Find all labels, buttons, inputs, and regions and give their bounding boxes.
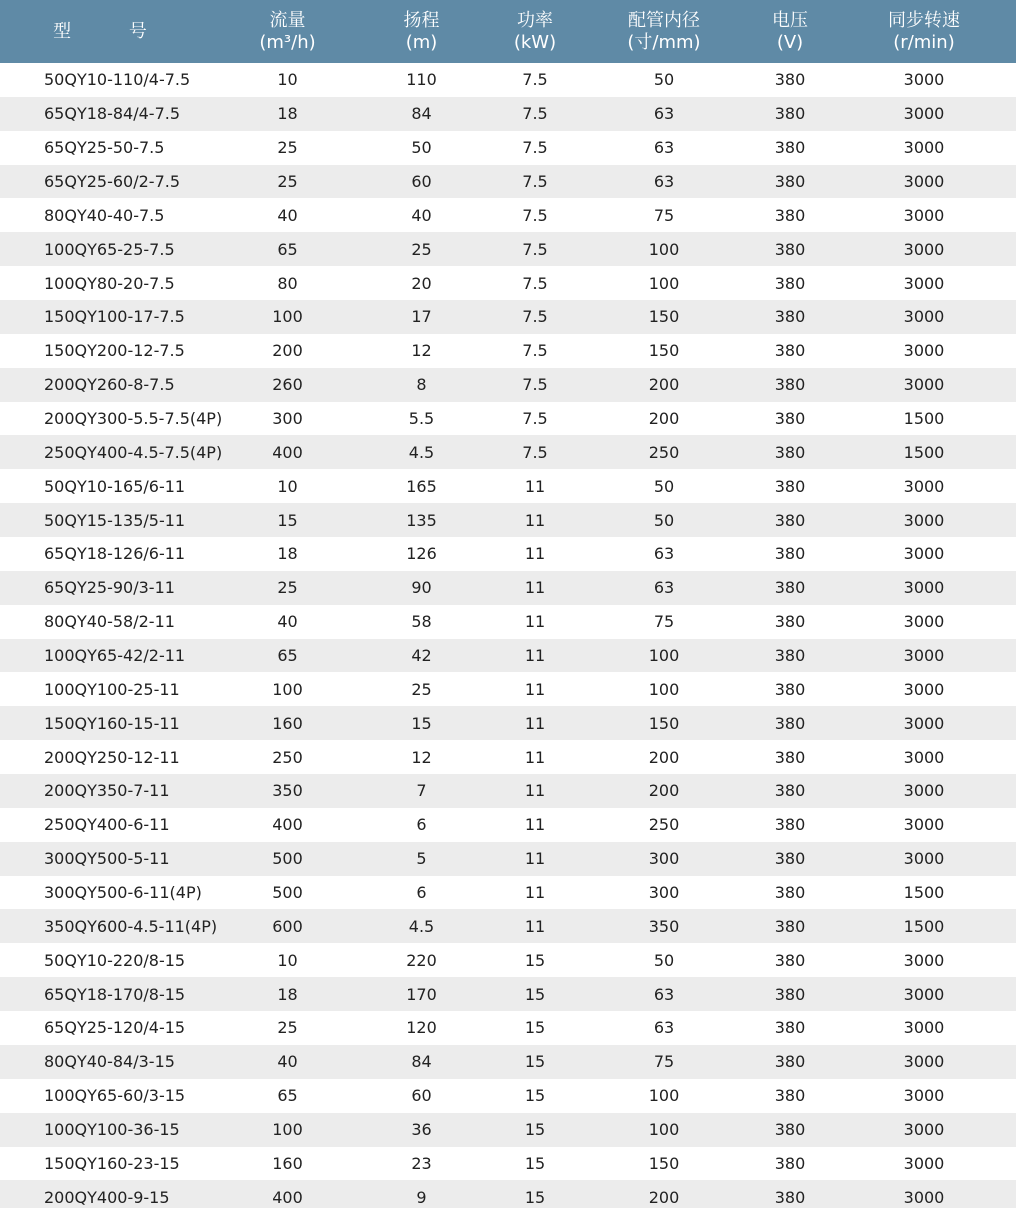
cell-voltage: 380 <box>774 578 806 598</box>
cell-flow: 500 <box>272 849 303 869</box>
cell-power: 7.5 <box>522 442 548 462</box>
cell-flow: 100 <box>272 1120 303 1140</box>
cell-model: 100QY100-25-11 <box>44 679 180 699</box>
cell-speed: 3000 <box>903 1120 945 1140</box>
cell-pipe-diameter: 150 <box>648 713 680 733</box>
cell-speed: 3000 <box>903 578 945 598</box>
cell-flow: 10 <box>277 70 298 90</box>
cell-voltage: 380 <box>774 815 806 835</box>
cell-model: 65QY25-60/2-7.5 <box>44 172 181 191</box>
cell-model: 250QY400-6-11 <box>44 815 170 835</box>
cell-head: 20 <box>411 273 432 293</box>
cell-speed: 3000 <box>903 544 945 564</box>
cell-pipe-diameter: 100 <box>648 646 680 666</box>
cell-flow: 100 <box>272 679 303 699</box>
table-row <box>0 808 1016 842</box>
cell-voltage: 380 <box>774 544 806 564</box>
cell-head: 23 <box>411 1153 432 1173</box>
header-power-label: 功率 <box>517 9 553 31</box>
cell-power: 7.5 <box>522 375 548 395</box>
cell-head: 8 <box>416 375 427 395</box>
table-row <box>0 740 1016 774</box>
table-row <box>0 165 1016 199</box>
table-row <box>0 876 1016 910</box>
cell-head: 84 <box>411 1052 432 1072</box>
table-row <box>0 1045 1016 1079</box>
cell-model: 50QY10-110/4-7.5 <box>44 70 191 90</box>
cell-model: 200QY260-8-7.5 <box>44 375 175 395</box>
cell-speed: 3000 <box>903 950 945 970</box>
cell-head: 40 <box>411 205 432 225</box>
cell-voltage: 380 <box>774 747 806 767</box>
cell-pipe-diameter: 100 <box>648 679 680 699</box>
header-flow-unit: (m³/h) <box>259 31 316 53</box>
table-row <box>0 131 1016 165</box>
table-row <box>0 368 1016 402</box>
cell-voltage: 380 <box>774 1052 806 1072</box>
cell-voltage: 380 <box>774 307 806 327</box>
cell-head: 50 <box>411 138 432 158</box>
header-model <box>0 0 222 63</box>
table-row <box>0 266 1016 300</box>
cell-voltage: 380 <box>774 1086 806 1106</box>
cell-flow: 500 <box>272 883 303 903</box>
cell-speed: 3000 <box>903 1086 945 1106</box>
cell-model: 300QY500-6-11(4P) <box>44 883 202 903</box>
table-row <box>0 672 1016 706</box>
cell-flow: 10 <box>277 476 298 496</box>
cell-pipe-diameter: 100 <box>648 273 680 293</box>
cell-pipe-diameter: 75 <box>653 205 675 225</box>
cell-power: 11 <box>524 544 546 564</box>
cell-flow: 18 <box>277 544 298 564</box>
header-model-label: 型 号 <box>53 20 173 42</box>
cell-voltage: 380 <box>774 1153 806 1173</box>
cell-voltage: 380 <box>774 104 806 124</box>
cell-pipe-diameter: 200 <box>648 747 680 767</box>
cell-pipe-diameter: 300 <box>648 883 680 903</box>
table-body <box>0 63 1016 1208</box>
cell-speed: 1500 <box>903 883 945 903</box>
cell-voltage: 380 <box>774 510 806 530</box>
cell-pipe-diameter: 63 <box>653 984 675 1004</box>
cell-voltage: 380 <box>774 70 806 90</box>
cell-head: 90 <box>411 578 432 598</box>
header-speed <box>832 0 1016 63</box>
cell-model: 65QY18-170/8-15 <box>44 984 186 1004</box>
cell-power: 7.5 <box>522 104 548 124</box>
cell-voltage: 380 <box>774 612 806 632</box>
cell-voltage: 380 <box>774 205 806 225</box>
cell-head: 25 <box>411 239 432 259</box>
cell-head: 12 <box>411 341 432 361</box>
header-head-label: 扬程 <box>403 9 440 31</box>
cell-voltage: 380 <box>774 442 806 462</box>
cell-head: 110 <box>406 70 437 90</box>
cell-power: 11 <box>524 510 546 530</box>
cell-power: 7.5 <box>522 172 548 191</box>
cell-model: 65QY25-90/3-11 <box>44 578 175 598</box>
cell-model: 100QY65-42/2-11 <box>44 646 186 666</box>
cell-speed: 1500 <box>903 442 945 462</box>
cell-pipe-diameter: 75 <box>653 612 675 632</box>
cell-head: 220 <box>406 950 437 970</box>
cell-power: 7.5 <box>522 341 548 361</box>
cell-speed: 3000 <box>903 341 945 361</box>
cell-pipe-diameter: 250 <box>648 815 680 835</box>
cell-pipe-diameter: 100 <box>648 239 680 259</box>
cell-model: 80QY40-84/3-15 <box>44 1052 175 1072</box>
cell-power: 7.5 <box>522 70 548 90</box>
cell-head: 126 <box>406 544 437 564</box>
header-head <box>353 0 490 63</box>
cell-speed: 3000 <box>903 815 945 835</box>
cell-head: 4.5 <box>408 916 435 936</box>
cell-speed: 3000 <box>903 70 945 90</box>
cell-voltage: 380 <box>774 273 806 293</box>
table-row <box>0 232 1016 266</box>
cell-pipe-diameter: 150 <box>648 307 680 327</box>
cell-power: 15 <box>524 984 546 1004</box>
cell-head: 5.5 <box>408 409 435 429</box>
table-row <box>0 1113 1016 1147</box>
header-power <box>490 0 580 63</box>
cell-flow: 65 <box>277 646 298 666</box>
header-pipe-diameter-label: 配管内径 <box>628 9 700 31</box>
cell-head: 165 <box>406 476 437 496</box>
cell-model: 100QY65-60/3-15 <box>44 1086 186 1106</box>
cell-power: 7.5 <box>522 205 548 225</box>
header-voltage <box>748 0 832 63</box>
cell-pipe-diameter: 63 <box>653 1018 675 1038</box>
header-head-unit: (m) <box>405 31 438 53</box>
cell-speed: 3000 <box>903 713 945 733</box>
cell-pipe-diameter: 200 <box>648 781 680 801</box>
cell-speed: 1500 <box>903 916 945 936</box>
cell-model: 200QY250-12-11 <box>44 747 180 767</box>
cell-pipe-diameter: 50 <box>653 950 675 970</box>
table-row <box>0 842 1016 876</box>
table-row <box>0 977 1016 1011</box>
header-pipe-diameter <box>580 0 748 63</box>
cell-voltage: 380 <box>774 341 806 361</box>
cell-flow: 400 <box>272 1187 303 1207</box>
header-pipe-diameter-unit: (寸/mm) <box>627 31 701 53</box>
cell-model: 150QY200-12-7.5 <box>44 341 185 361</box>
cell-voltage: 380 <box>774 172 806 191</box>
table-row <box>0 402 1016 436</box>
cell-flow: 40 <box>277 612 298 632</box>
cell-power: 7.5 <box>522 239 548 259</box>
cell-model: 65QY25-50-7.5 <box>44 138 165 158</box>
cell-power: 11 <box>524 747 546 767</box>
cell-power: 7.5 <box>522 138 548 158</box>
cell-pipe-diameter: 63 <box>653 544 675 564</box>
cell-speed: 3000 <box>903 172 945 191</box>
cell-flow: 80 <box>277 273 298 293</box>
cell-head: 9 <box>416 1187 427 1207</box>
cell-pipe-diameter: 63 <box>653 172 675 191</box>
cell-model: 65QY25-120/4-15 <box>44 1018 186 1038</box>
cell-flow: 40 <box>277 205 298 225</box>
cell-power: 15 <box>524 1018 546 1038</box>
cell-model: 150QY160-23-15 <box>44 1153 180 1173</box>
cell-flow: 300 <box>272 409 303 429</box>
cell-model: 200QY400-9-15 <box>44 1187 170 1207</box>
cell-power: 11 <box>524 646 546 666</box>
cell-head: 4.5 <box>408 442 435 462</box>
cell-power: 11 <box>524 815 546 835</box>
cell-voltage: 380 <box>774 883 806 903</box>
table-row <box>0 1079 1016 1113</box>
cell-model: 80QY40-58/2-11 <box>44 612 175 632</box>
cell-model: 65QY18-126/6-11 <box>44 544 186 564</box>
cell-pipe-diameter: 200 <box>648 1187 680 1207</box>
cell-pipe-diameter: 100 <box>648 1086 680 1106</box>
cell-model: 100QY100-36-15 <box>44 1120 180 1140</box>
table-row <box>0 300 1016 334</box>
cell-pipe-diameter: 350 <box>648 916 680 936</box>
cell-pipe-diameter: 63 <box>653 578 675 598</box>
cell-power: 15 <box>524 1052 546 1072</box>
cell-flow: 25 <box>277 138 298 158</box>
cell-flow: 160 <box>272 1153 303 1173</box>
table-row <box>0 774 1016 808</box>
cell-voltage: 380 <box>774 138 806 158</box>
cell-flow: 25 <box>277 1018 298 1038</box>
cell-pipe-diameter: 100 <box>648 1120 680 1140</box>
cell-pipe-diameter: 50 <box>653 476 675 496</box>
cell-pipe-diameter: 75 <box>653 1052 675 1072</box>
cell-head: 6 <box>416 815 427 835</box>
cell-model: 150QY100-17-7.5 <box>44 307 185 327</box>
cell-flow: 350 <box>272 781 303 801</box>
cell-model: 200QY350-7-11 <box>44 781 170 801</box>
cell-flow: 260 <box>272 375 303 395</box>
cell-flow: 600 <box>272 916 303 936</box>
cell-flow: 18 <box>277 104 298 124</box>
cell-flow: 65 <box>277 1086 298 1106</box>
cell-speed: 3000 <box>903 476 945 496</box>
cell-pipe-diameter: 63 <box>653 138 675 158</box>
header-speed-label: 同步转速 <box>888 9 960 31</box>
cell-speed: 3000 <box>903 612 945 632</box>
cell-speed: 3000 <box>903 138 945 158</box>
table-row <box>0 639 1016 673</box>
cell-speed: 3000 <box>903 375 945 395</box>
table-row <box>0 1011 1016 1045</box>
cell-voltage: 380 <box>774 713 806 733</box>
table-header <box>0 0 1016 63</box>
cell-power: 11 <box>524 849 546 869</box>
cell-head: 60 <box>411 1086 432 1106</box>
cell-speed: 3000 <box>903 239 945 259</box>
cell-model: 100QY65-25-7.5 <box>44 239 175 259</box>
cell-model: 50QY10-165/6-11 <box>44 476 186 496</box>
cell-pipe-diameter: 200 <box>648 409 680 429</box>
cell-voltage: 380 <box>774 950 806 970</box>
cell-head: 84 <box>411 104 432 124</box>
cell-pipe-diameter: 250 <box>648 442 680 462</box>
cell-power: 11 <box>524 679 546 699</box>
cell-head: 6 <box>416 883 427 903</box>
cell-power: 11 <box>524 476 546 496</box>
cell-voltage: 380 <box>774 646 806 666</box>
table-row <box>0 334 1016 368</box>
header-flow-label: 流量 <box>269 9 306 31</box>
cell-voltage: 380 <box>774 916 806 936</box>
cell-voltage: 380 <box>774 984 806 1004</box>
cell-model: 300QY500-5-11 <box>44 849 170 869</box>
table-row <box>0 1180 1016 1208</box>
cell-flow: 25 <box>277 172 298 191</box>
cell-power: 11 <box>524 781 546 801</box>
cell-speed: 3000 <box>903 1052 945 1072</box>
cell-power: 11 <box>524 883 546 903</box>
cell-voltage: 380 <box>774 476 806 496</box>
cell-head: 58 <box>411 612 432 632</box>
cell-speed: 3000 <box>903 307 945 327</box>
cell-head: 170 <box>406 984 437 1004</box>
cell-power: 15 <box>524 1120 546 1140</box>
cell-flow: 25 <box>277 578 298 598</box>
header-row <box>0 0 1016 63</box>
cell-speed: 3000 <box>903 1153 945 1173</box>
cell-speed: 1500 <box>903 409 945 429</box>
cell-speed: 3000 <box>903 781 945 801</box>
table-row <box>0 435 1016 469</box>
cell-voltage: 380 <box>774 375 806 395</box>
table-row <box>0 503 1016 537</box>
table-row <box>0 605 1016 639</box>
cell-head: 12 <box>411 747 432 767</box>
header-power-unit: (kW) <box>513 31 557 53</box>
cell-model: 350QY600-4.5-11(4P) <box>44 916 218 936</box>
cell-speed: 3000 <box>903 1018 945 1038</box>
table-row <box>0 706 1016 740</box>
cell-power: 11 <box>524 578 546 598</box>
cell-pipe-diameter: 150 <box>648 1153 680 1173</box>
table-row <box>0 1147 1016 1181</box>
cell-voltage: 380 <box>774 1187 806 1207</box>
cell-voltage: 380 <box>774 239 806 259</box>
cell-model: 100QY80-20-7.5 <box>44 273 175 293</box>
cell-speed: 3000 <box>903 1187 945 1207</box>
cell-head: 7 <box>416 781 427 801</box>
cell-speed: 3000 <box>903 104 945 124</box>
cell-model: 250QY400-4.5-7.5(4P) <box>44 442 223 462</box>
cell-head: 17 <box>411 307 432 327</box>
header-flow <box>222 0 353 63</box>
cell-model: 50QY15-135/5-11 <box>44 510 186 530</box>
cell-head: 5 <box>416 849 427 869</box>
cell-head: 42 <box>411 646 432 666</box>
table-row <box>0 97 1016 131</box>
cell-pipe-diameter: 300 <box>648 849 680 869</box>
cell-voltage: 380 <box>774 781 806 801</box>
cell-flow: 10 <box>277 950 298 970</box>
cell-speed: 3000 <box>903 510 945 530</box>
cell-flow: 160 <box>272 713 303 733</box>
cell-speed: 3000 <box>903 205 945 225</box>
cell-flow: 15 <box>277 510 298 530</box>
cell-voltage: 380 <box>774 1018 806 1038</box>
cell-pipe-diameter: 150 <box>648 341 680 361</box>
cell-flow: 400 <box>272 815 303 835</box>
cell-head: 15 <box>411 713 432 733</box>
cell-flow: 400 <box>272 442 303 462</box>
cell-head: 60 <box>411 172 432 191</box>
cell-head: 120 <box>406 1018 437 1038</box>
cell-pipe-diameter: 63 <box>653 104 675 124</box>
table-row <box>0 198 1016 232</box>
table-row <box>0 537 1016 571</box>
cell-pipe-diameter: 50 <box>653 510 675 530</box>
cell-voltage: 380 <box>774 849 806 869</box>
table-row <box>0 63 1016 97</box>
cell-voltage: 380 <box>774 1120 806 1140</box>
cell-power: 7.5 <box>522 409 548 429</box>
cell-power: 7.5 <box>522 273 548 293</box>
table-row <box>0 469 1016 503</box>
cell-model: 50QY10-220/8-15 <box>44 950 186 970</box>
cell-head: 135 <box>406 510 437 530</box>
cell-flow: 65 <box>277 239 298 259</box>
cell-flow: 200 <box>272 341 303 361</box>
cell-speed: 3000 <box>903 849 945 869</box>
cell-flow: 100 <box>272 307 303 327</box>
cell-voltage: 380 <box>774 679 806 699</box>
cell-power: 11 <box>524 713 546 733</box>
header-voltage-label: 电压 <box>772 9 808 31</box>
cell-model: 200QY300-5.5-7.5(4P) <box>44 409 223 429</box>
cell-speed: 3000 <box>903 273 945 293</box>
table-row <box>0 943 1016 977</box>
cell-model: 80QY40-40-7.5 <box>44 205 165 225</box>
table-row <box>0 909 1016 943</box>
cell-flow: 40 <box>277 1052 298 1072</box>
cell-power: 15 <box>524 950 546 970</box>
cell-speed: 3000 <box>903 747 945 767</box>
cell-power: 15 <box>524 1086 546 1106</box>
cell-speed: 3000 <box>903 984 945 1004</box>
cell-power: 7.5 <box>522 307 548 327</box>
cell-speed: 3000 <box>903 646 945 666</box>
cell-pipe-diameter: 50 <box>653 70 675 90</box>
cell-power: 11 <box>524 916 546 936</box>
header-voltage-unit: (V) <box>776 31 804 53</box>
cell-flow: 250 <box>272 747 303 767</box>
header-speed-unit: (r/min) <box>893 31 955 53</box>
cell-head: 36 <box>411 1120 432 1140</box>
cell-pipe-diameter: 200 <box>648 375 680 395</box>
cell-power: 15 <box>524 1153 546 1173</box>
cell-flow: 18 <box>277 984 298 1004</box>
cell-power: 15 <box>524 1187 546 1207</box>
cell-model: 150QY160-15-11 <box>44 713 180 733</box>
cell-voltage: 380 <box>774 409 806 429</box>
table-row <box>0 571 1016 605</box>
cell-power: 11 <box>524 612 546 632</box>
cell-head: 25 <box>411 679 432 699</box>
cell-speed: 3000 <box>903 679 945 699</box>
cell-model: 65QY18-84/4-7.5 <box>44 104 181 124</box>
